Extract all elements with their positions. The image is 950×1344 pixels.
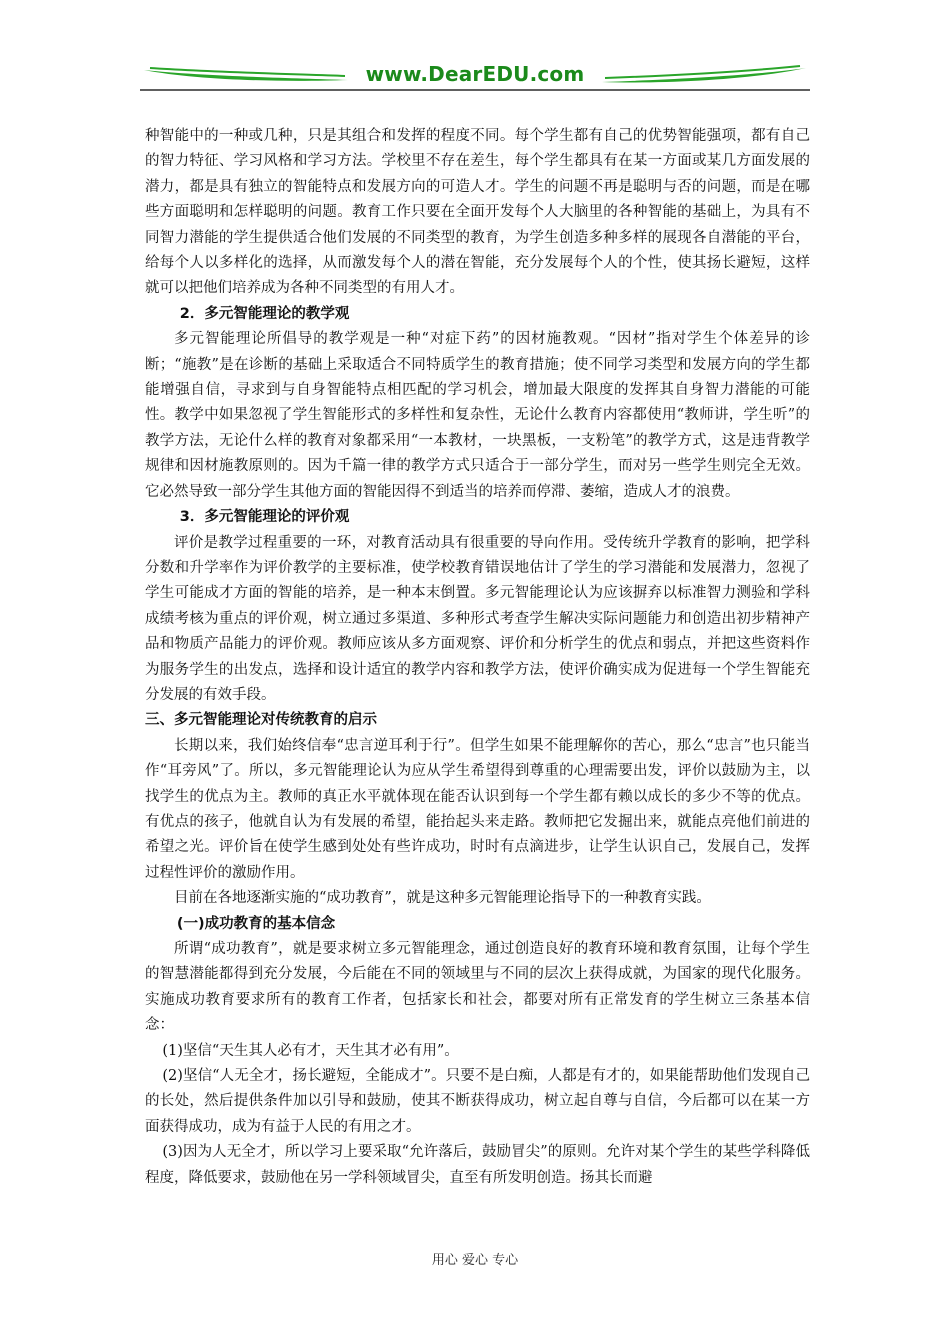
list-item: (1)坚信“天生其人必有才，天生其才必有用”。	[162, 1042, 459, 1059]
paragraph: 目前在各地逐渐实施的“成功教育”，就是这种多元智能理论指导下的一种教育实践。	[174, 890, 711, 907]
list-item: (2)坚信“人无全才，扬长避短，全能成才”。只要不是白痴，人都是有才的，如果能帮助他们发现自己的长处，然后提供条件加以引导和鼓励，使其不断获得成功，树立起自尊与自信，今后都可以在某一方面获得成功，成为有益于人民的有用之才。	[145, 1068, 810, 1135]
list-item: (3)因为人无全才，所以学习上要采取“允许落后，鼓励冒尖”的原则。允许对某个学生的某些学科降低程度，降低要求，鼓励他在另一学科领域冒尖，直至有所发明创造。扬其长而避	[145, 1144, 810, 1186]
paragraph: 评价是教学过程重要的一环，对教育活动具有很重要的导向作用。受传统升学教育的影响，把学科分数和升学率作为评价教学的主要标准，使学校教育错误地估计了学生的学习潜能和发展潜力，忽视了学生可能成才方面的智能的培养，是一种本末倒置。多元智能理论认为应该摒弃以标准智力测验和学科成绩考核为重点的评价观，树立通过多渠道、多种形式考查学生解决实际问题能力和创造出初步精神产品和物质产品能力的评价观。教师应该从多方面观察、评价和分析学生的优点和弱点，并把这些资料作为服务学生的出发点，选择和设计适宜的教学内容和教学方法，使评价确实成为促进每一个学生智能充分发展的有效手段。	[145, 534, 810, 703]
chapter-heading: 三、多元智能理论对传统教育的启示	[145, 712, 377, 729]
paragraph: 多元智能理论所倡导的教学观是一种“对症下药”的因材施教观。“因材”指对学生个体差异的诊断；“施教”是在诊断的基础上采取适合不同特质学生的教育措施；使不同学习类型和发展方向的学生都能增强自信，寻求到与自身智能特点相匹配的学习机会，增加最大限度的发挥其自身智力潜能的可能性。教学中如果忽视了学生智能形式的多样性和复杂性，无论什么教育内容都使用“教师讲，学生听”的教学方法，无论什么样的教育对象都采用“一本教材，一块黑板，一支粉笔”的教学方式，这是违背教学规律和因材施教原则的。因为千篇一律的教学方式只适合于一部分学生，而对另一些学生则完全无效。它必然导致一部分学生其他方面的智能因得不到适当的培养而停滞、萎缩，造成人才的浪费。	[145, 331, 810, 500]
section-heading: 3．多元智能理论的评价观	[179, 509, 350, 526]
section-heading: 2．多元智能理论的教学观	[179, 305, 350, 322]
site-logo[interactable]: www.DearEDU.com	[365, 62, 585, 86]
document-body	[145, 124, 810, 1191]
page-header	[140, 58, 810, 94]
page-footer: 用心 爱心 专心	[431, 1253, 519, 1268]
paragraph: 所谓“成功教育”，就是要求树立多元智能理念，通过创造良好的教育环境和教育氛围，让每个学生的智慧潜能都得到充分发展，今后能在不同的领域里与不同的层次上获得成就，为国家的现代化服务。实施成功教育要求所有的教育工作者，包括家长和社会，都要对所有正常发育的学生树立三条基本信念：	[145, 941, 810, 1034]
paragraph: 长期以来，我们始终信奉“忠言逆耳利于行”。但学生如果不能理解你的苦心，那么“忠言”也只能当作“耳旁风”了。所以，多元智能理论认为应从学生希望得到尊重的心理需要出发，评价以鼓励为主，以找学生的优点为主。教师的真正水平就体现在能否认识到每一个学生都有赖以成长的多少不等的优点。有优点的孩子，他就自认为有发展的希望，能抬起头来走路。教师把它发掘出来，就能点亮他们前进的希望之光。评价旨在使学生感到处处有些许成功，时时有点滴进步，让学生认识自己，发展自己，发挥过程性评价的激励作用。	[145, 737, 810, 881]
paragraph: 种智能中的一种或几种，只是其组合和发挥的程度不同。每个学生都有自己的优势智能强项，都有自己的智力特征、学习风格和学习方法。学校里不存在差生，每个学生都具有在某一方面或某几方面发展的潜力，都是具有独立的智能特点和发展方向的可造人才。学生的问题不再是聪明与否的问题，而是在哪些方面聪明和怎样聪明的问题。教育工作只要在全面开发每个人大脑里的各种智能的基础上，为具有不同智力潜能的学生提供适合他们发展的不同类型的教育，为学生创造多种多样的展现各自潜能的平台，给每个人以多样化的选择，从而激发每个人的潜在智能，充分发展每个人的个性，使其扬长避短，这样就可以把他们培养成为各种不同类型的有用人才。	[145, 128, 810, 297]
subsection-heading: (一)成功教育的基本信念	[176, 915, 336, 932]
